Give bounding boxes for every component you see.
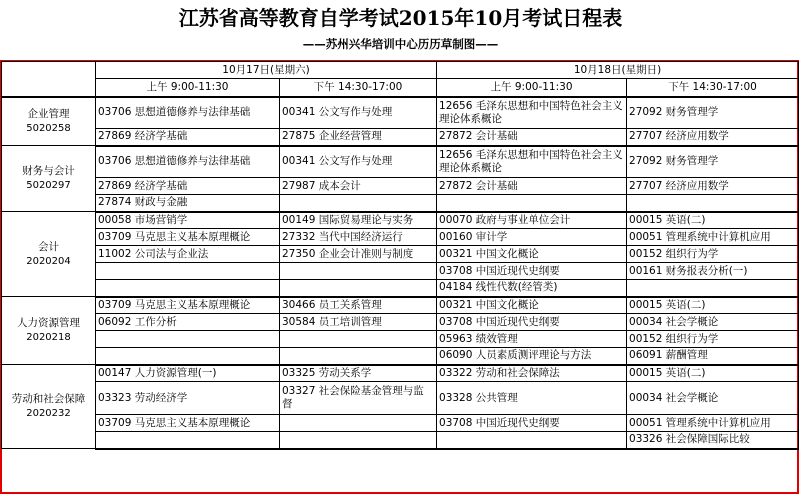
course-cell-day2-am: 03328 公共管理 — [437, 382, 627, 415]
program-cell — [2, 146, 96, 212]
table-row — [2, 415, 799, 432]
course-cell-day1-am — [96, 432, 280, 449]
course-cell-day2-am: 05963 绩效管理 — [437, 331, 627, 348]
course-cell-day2-am: 00321 中国文化概论 — [437, 246, 627, 263]
program-cell — [2, 97, 96, 146]
course-cell-day1-pm — [280, 263, 437, 280]
table-row — [2, 229, 799, 246]
course-cell-day1-am: 03706 思想道德修养与法律基础 — [96, 97, 280, 129]
table-row — [2, 365, 799, 382]
course-cell-day1-am — [96, 280, 280, 297]
course-cell-day2-pm: 03326 社会保障国际比较 — [627, 432, 799, 449]
table-row — [2, 348, 799, 365]
schedule-body — [2, 97, 799, 449]
session-header-day2-pm: 下午 14:30-17:00 — [627, 79, 799, 97]
course-cell-day2-am: 00070 政府与事业单位会计 — [437, 212, 627, 229]
course-cell-day2-am: 00321 中国文化概论 — [437, 297, 627, 314]
course-cell-day1-pm: 00341 公文写作与处理 — [280, 97, 437, 129]
course-cell-day2-pm: 27707 经济应用数学 — [627, 129, 799, 146]
course-cell-day2-pm: 00152 组织行为学 — [627, 331, 799, 348]
course-cell-day2-pm: 27092 财务管理学 — [627, 97, 799, 129]
course-cell-day2-pm: 00015 英语(二) — [627, 212, 799, 229]
course-cell-day1-am: 27874 财政与金融 — [96, 195, 280, 212]
course-cell-day1-am: 03709 马克思主义基本原理概论 — [96, 415, 280, 432]
course-cell-day1-am: 27869 经济学基础 — [96, 129, 280, 146]
program-cell — [2, 297, 96, 365]
program-cell — [2, 212, 96, 297]
course-cell-day2-pm: 00015 英语(二) — [627, 297, 799, 314]
table-row — [2, 297, 799, 314]
table-row — [2, 246, 799, 263]
table-row — [2, 382, 799, 415]
course-cell-day2-am: 03708 中国近现代史纲要 — [437, 263, 627, 280]
course-cell-day1-pm: 03325 劳动关系学 — [280, 365, 437, 382]
course-cell-day1-pm: 00149 国际贸易理论与实务 — [280, 212, 437, 229]
course-cell-day2-pm — [627, 195, 799, 212]
course-cell-day1-pm — [280, 195, 437, 212]
program-code: 5020297 — [26, 180, 71, 191]
course-cell-day1-pm: 27987 成本会计 — [280, 178, 437, 195]
course-cell-day2-pm: 00034 社会学概论 — [627, 382, 799, 415]
table-row — [2, 263, 799, 280]
table-row — [2, 432, 799, 449]
page-title: 江苏省高等教育自学考试2015年10月考试日程表 — [178, 6, 623, 30]
corner-cell — [2, 62, 96, 97]
course-cell-day2-am: 12656 毛泽东思想和中国特色社会主义理论体系概论 — [437, 146, 627, 178]
course-cell-day2-am: 00160 审计学 — [437, 229, 627, 246]
program-cell — [2, 365, 96, 449]
program-code: 2020204 — [26, 255, 71, 267]
course-cell-day1-pm — [280, 348, 437, 365]
table-row — [2, 178, 799, 195]
table-row — [2, 331, 799, 348]
session-header-day1-pm: 下午 14:30-17:00 — [280, 79, 437, 97]
course-cell-day1-pm — [280, 432, 437, 449]
course-cell-day1-am: 03709 马克思主义基本原理概论 — [96, 297, 280, 314]
course-cell-day2-am: 04184 线性代数(经管类) — [437, 280, 627, 297]
course-cell-day2-am: 06090 人员素质测评理论与方法 — [437, 348, 627, 365]
course-cell-day1-am: 27869 经济学基础 — [96, 178, 280, 195]
course-cell-day1-am: 11002 公司法与企业法 — [96, 246, 280, 263]
course-cell-day2-pm: 27092 财务管理学 — [627, 146, 799, 178]
course-cell-day1-am: 00147 人力资源管理(一) — [96, 365, 280, 382]
page-subtitle: ——苏州兴华培训中心历历草制图—— — [302, 37, 499, 51]
course-cell-day1-pm: 03327 社会保险基金管理与监督 — [280, 382, 437, 415]
table-row — [2, 129, 799, 146]
course-cell-day1-pm — [280, 415, 437, 432]
table-row — [2, 314, 799, 331]
course-cell-day1-pm: 27350 企业会计准则与制度 — [280, 246, 437, 263]
course-cell-day2-pm: 00152 组织行为学 — [627, 246, 799, 263]
course-cell-day1-pm: 27875 企业经营管理 — [280, 129, 437, 146]
course-cell-day1-am: 00058 市场营销学 — [96, 212, 280, 229]
program-code: 2020232 — [26, 408, 71, 419]
schedule-table — [1, 61, 799, 450]
course-cell-day2-am: 03708 中国近现代史纲要 — [437, 314, 627, 331]
program-name: 会计 — [38, 240, 59, 253]
course-cell-day1-am: 03706 思想道德修养与法律基础 — [96, 146, 280, 178]
course-cell-day1-am — [96, 331, 280, 348]
program-name: 人力资源管理 — [17, 317, 80, 329]
course-cell-day2-am: 27872 会计基础 — [437, 129, 627, 146]
program-name: 企业管理 — [27, 107, 70, 120]
course-cell-day2-pm: 00161 财务报表分析(一) — [627, 263, 799, 280]
course-cell-day2-am: 03708 中国近现代史纲要 — [437, 415, 627, 432]
course-cell-day2-pm: 00034 社会学概论 — [627, 314, 799, 331]
day-header-1: 10月17日(星期六) — [96, 62, 437, 79]
course-cell-day1-pm: 30466 员工关系管理 — [280, 297, 437, 314]
course-cell-day1-am — [96, 263, 280, 280]
program-code: 5020258 — [26, 122, 71, 134]
course-cell-day2-pm: 27707 经济应用数学 — [627, 178, 799, 195]
course-cell-day2-am — [437, 432, 627, 449]
course-cell-day1-am: 03323 劳动经济学 — [96, 382, 280, 415]
course-cell-day1-pm: 30584 员工培训管理 — [280, 314, 437, 331]
course-cell-day1-am — [96, 348, 280, 365]
table-row — [2, 97, 799, 129]
course-cell-day1-pm — [280, 331, 437, 348]
day-header-2: 10月18日(星期日) — [437, 62, 799, 79]
course-cell-day2-am — [437, 195, 627, 212]
session-header-day1-am: 上午 9:00-11:30 — [96, 79, 280, 97]
course-cell-day1-pm: 00341 公文写作与处理 — [280, 146, 437, 178]
table-row — [2, 280, 799, 297]
course-cell-day2-pm — [627, 280, 799, 297]
session-header-day2-am: 上午 9:00-11:30 — [437, 79, 627, 97]
course-cell-day1-am: 03709 马克思主义基本原理概论 — [96, 229, 280, 246]
course-cell-day1-am: 06092 工作分析 — [96, 314, 280, 331]
course-cell-day2-pm: 00051 管理系统中计算机应用 — [627, 415, 799, 432]
course-cell-day2-am: 03322 劳动和社会保障法 — [437, 365, 627, 382]
table-row — [2, 195, 799, 212]
course-cell-day2-pm: 00051 管理系统中计算机应用 — [627, 229, 799, 246]
program-name: 财务与会计 — [22, 165, 75, 177]
course-cell-day1-pm — [280, 280, 437, 297]
course-cell-day2-pm: 06091 薪酬管理 — [627, 348, 799, 365]
course-cell-day2-am: 27872 会计基础 — [437, 178, 627, 195]
course-cell-day2-am: 12656 毛泽东思想和中国特色社会主义理论体系概论 — [437, 97, 627, 129]
course-cell-day1-pm: 27332 当代中国经济运行 — [280, 229, 437, 246]
table-row — [2, 212, 799, 229]
course-cell-day2-pm: 00015 英语(二) — [627, 365, 799, 382]
program-name: 劳动和社会保障 — [11, 393, 86, 405]
program-code: 2020218 — [26, 332, 71, 343]
table-row — [2, 146, 799, 178]
